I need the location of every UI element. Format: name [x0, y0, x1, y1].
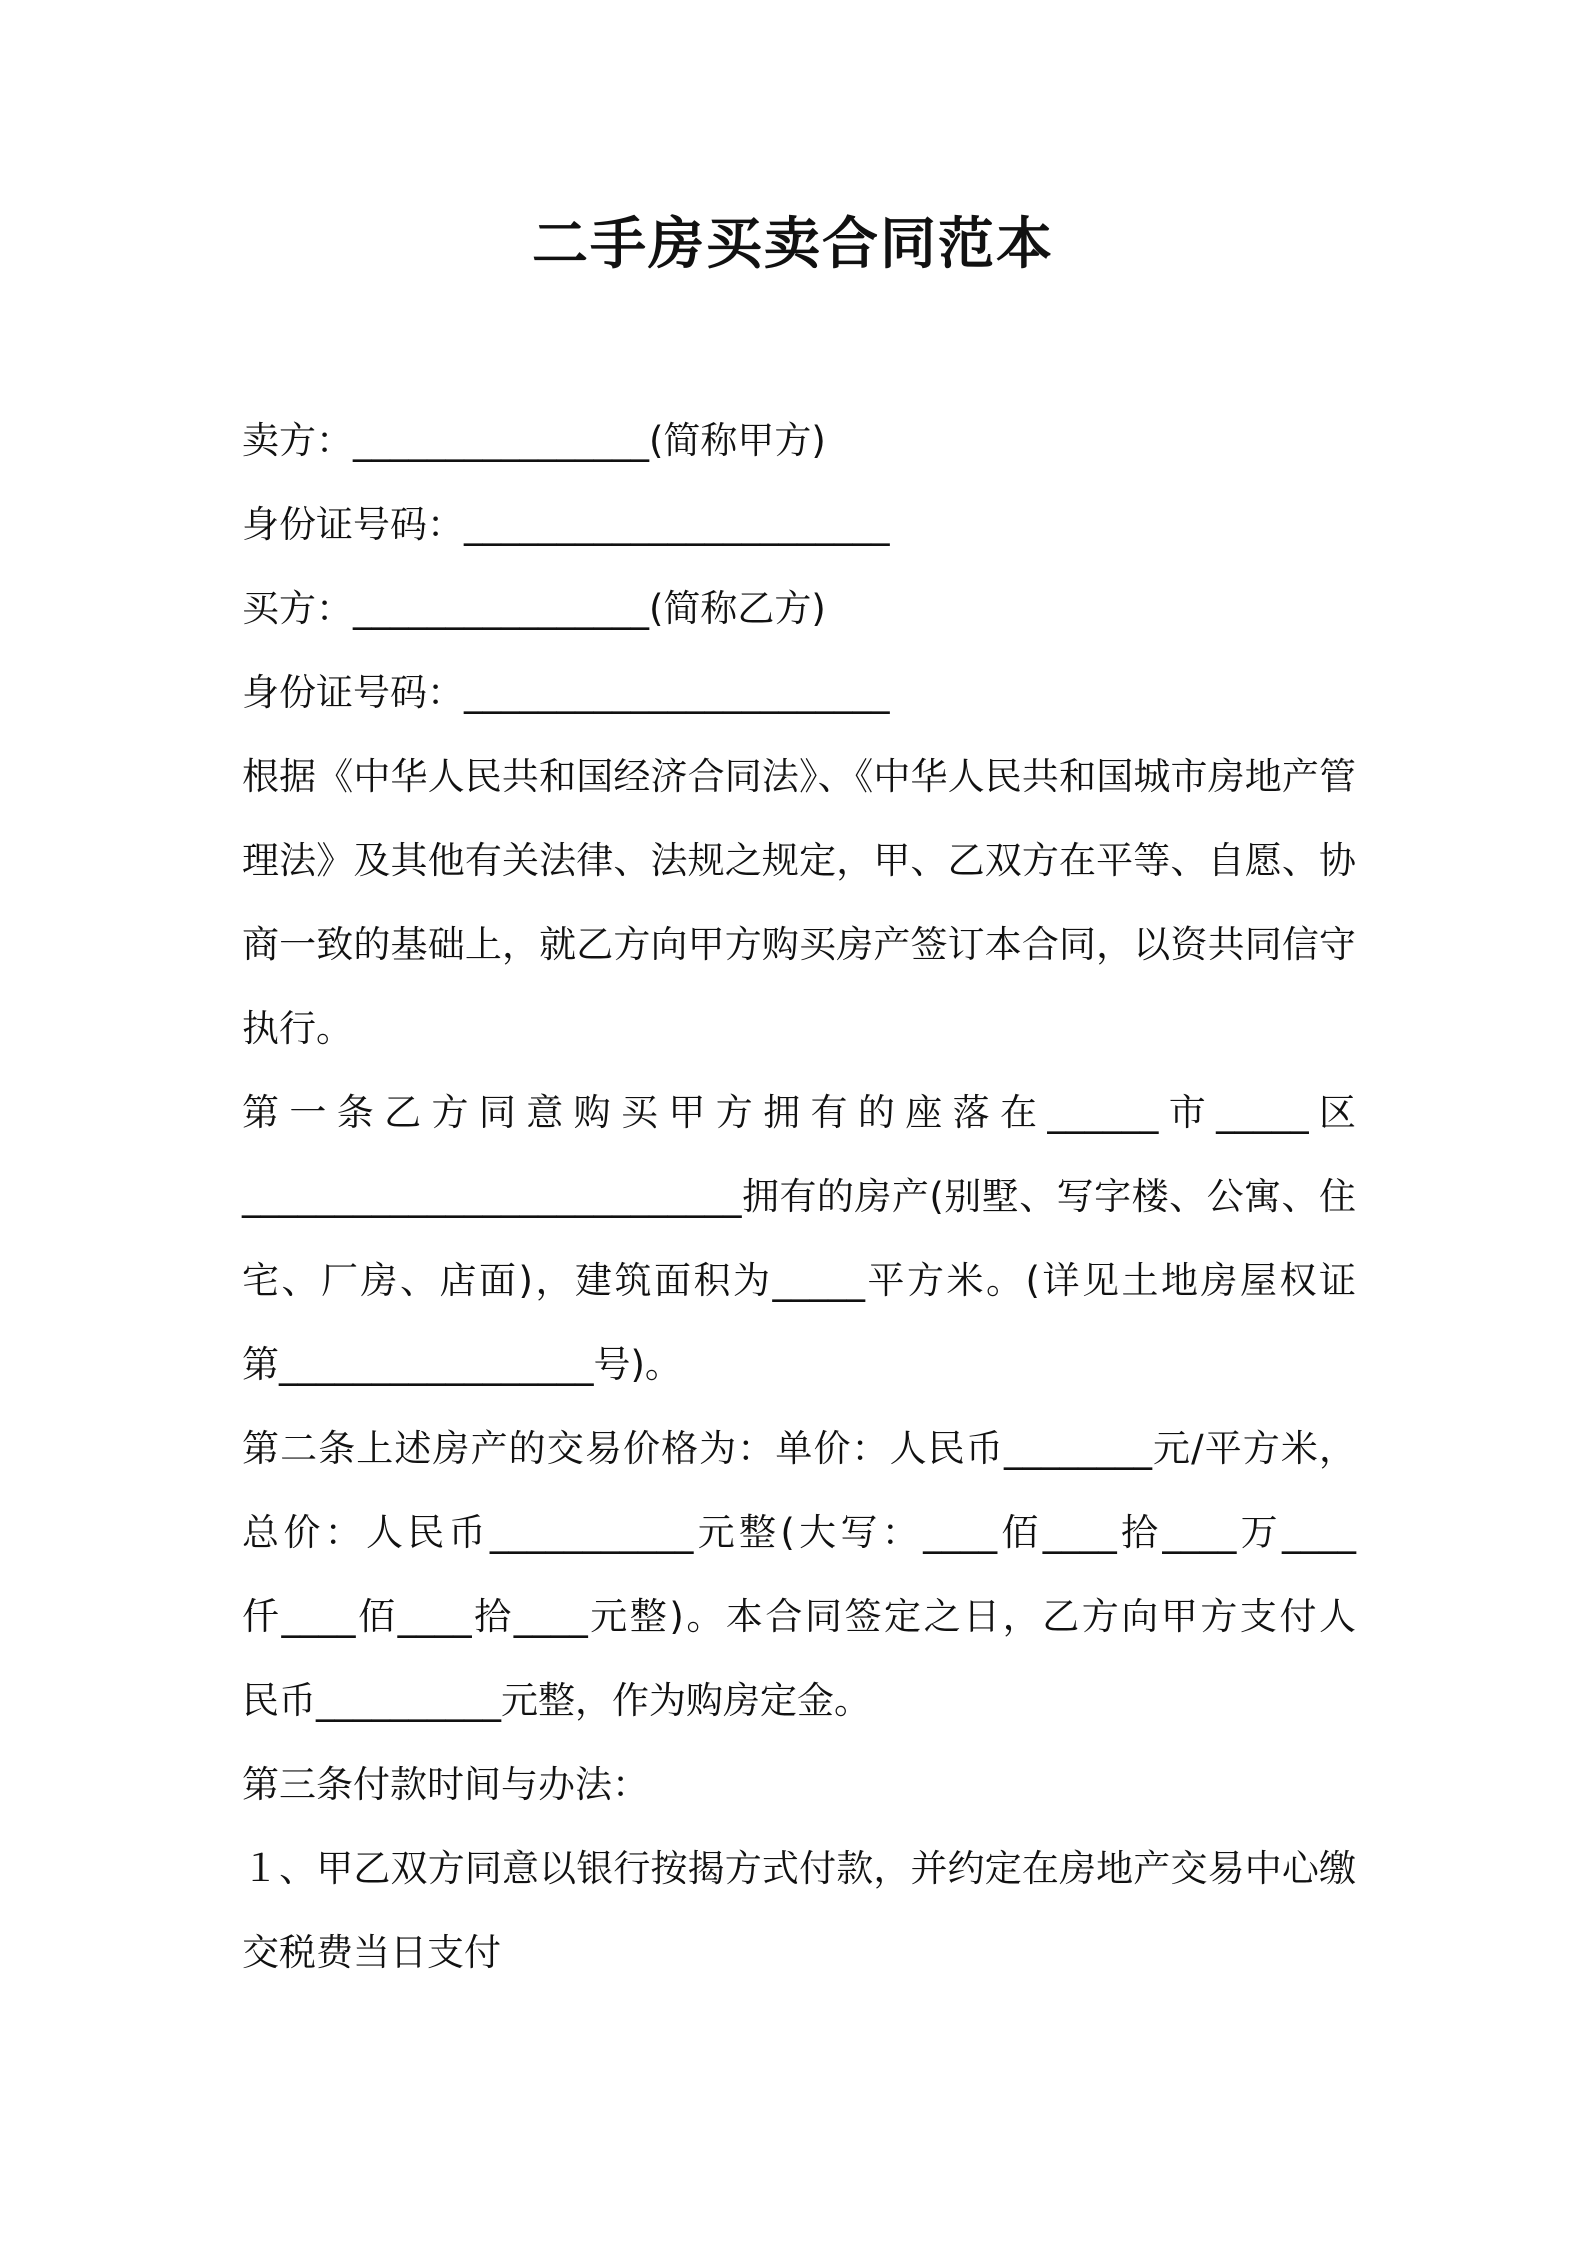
article-3-clause-1: 交税费当日支付 [242, 1931, 501, 1974]
article-1-line: 第_________________号)。 [242, 1343, 682, 1386]
article-2-line: 第二条上述房产的交易价格为：单价：人民币________元/平方米， [242, 1427, 1356, 1470]
preamble-line: 执行。 [242, 1007, 353, 1050]
article-1-line: 宅、厂房、店面)，建筑面积为_____平方米。(详见土地房屋权证 [242, 1259, 1356, 1302]
article-2-line: 仟____佰____拾____元整)。本合同签定之日，乙方向甲方支付人 [242, 1595, 1356, 1638]
article-3-heading: 第三条付款时间与办法： [242, 1763, 649, 1806]
document-body [242, 399, 1356, 1995]
preamble-line: 理法》及其他有关法律、法规之规定，甲、乙双方在平等、自愿、协 [242, 839, 1356, 882]
document-title: 二手房买卖合同范本 [532, 212, 1054, 277]
buyer-line: 买方：________________(简称乙方) [242, 587, 826, 630]
buyer-id-line: 身份证号码：_______________________ [242, 671, 890, 714]
article-1-line: 第一条乙方同意购买甲方拥有的座落在______市_____区 [242, 1091, 1356, 1134]
article-2-line: 民币__________元整，作为购房定金。 [242, 1679, 871, 1722]
seller-id-line: 身份证号码：_______________________ [242, 503, 890, 546]
article-3-clause-1: １、甲乙双方同意以银行按揭方式付款，并约定在房地产交易中心缴 [242, 1847, 1356, 1890]
seller-line: 卖方：________________(简称甲方) [242, 419, 826, 462]
article-1-line: ___________________________拥有的房产(别墅、写字楼、公寓、住 [242, 1175, 1356, 1218]
article-2-line: 总价：人民币___________元整(大写：____佰____拾____万____ [242, 1511, 1356, 1554]
preamble-line: 根据《中华人民共和国经济合同法》、《中华人民共和国城市房地产管 [242, 755, 1356, 798]
preamble-line: 商一致的基础上，就乙方向甲方购买房产签订本合同，以资共同信守 [242, 923, 1356, 966]
